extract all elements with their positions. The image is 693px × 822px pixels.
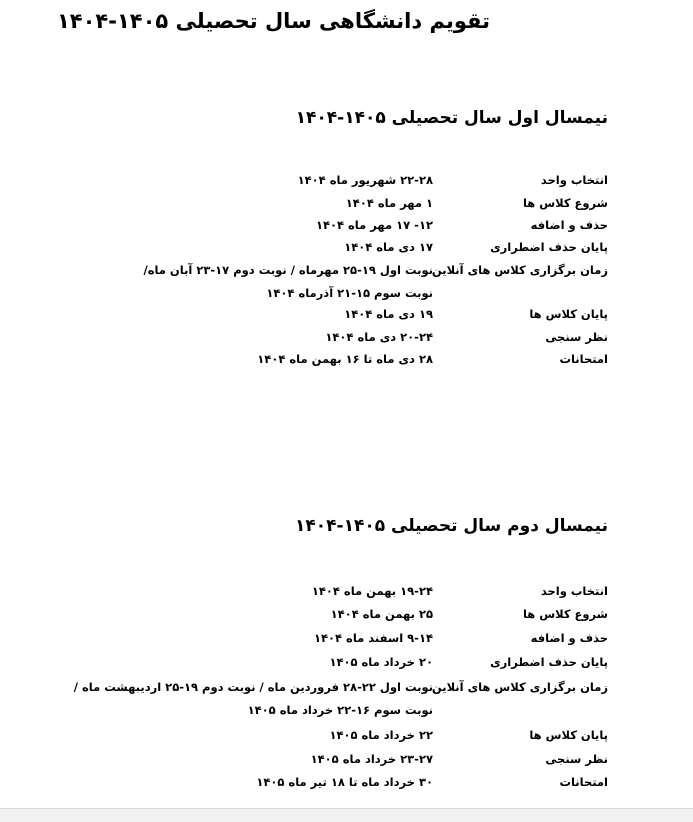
status-bar [0, 808, 693, 822]
row-value: ۳۰ خرداد ماه تا ۱۸ تیر ماه ۱۴۰۵ [256, 775, 433, 789]
semester1-row-classes-start [0, 192, 693, 214]
row-label: شروع کلاس ها [522, 607, 608, 621]
row-value: ۱۹ دی ماه ۱۴۰۴ [344, 307, 433, 321]
row-label: پایان کلاس ها [529, 307, 608, 321]
row-label: زمان برگزاری کلاس های آنلاین [431, 680, 608, 694]
row-value: ۹-۱۴ اسفند ماه ۱۴۰۴ [313, 631, 433, 645]
semester1-row-exams [0, 348, 693, 370]
row-label: انتخاب واحد [540, 584, 608, 598]
semester1-row-online-classes [0, 259, 693, 303]
row-value: ۲۰ خرداد ماه ۱۴۰۵ [329, 655, 433, 669]
row-value: ۲۸ دی ماه تا ۱۶ بهمن ماه ۱۴۰۴ [257, 352, 433, 366]
row-value: ۱۷ دی ماه ۱۴۰۴ [344, 240, 433, 254]
row-label: پایان کلاس ها [529, 728, 608, 742]
row-value-line2: نوبت سوم ۱۵-۲۱ آذرماه ۱۴۰۴ [266, 286, 433, 300]
row-value: ۱ مهر ماه ۱۴۰۴ [345, 196, 433, 210]
row-label: انتخاب واحد [540, 173, 608, 187]
row-value: ۲۲ خرداد ماه ۱۴۰۵ [329, 728, 433, 742]
row-label: نظر سنجی [545, 330, 608, 344]
row-label: پایان حذف اضطراری [490, 655, 608, 669]
semester1-row-survey [0, 326, 693, 348]
semester2-row-exams [0, 771, 693, 793]
row-label: حذف و اضافه [530, 631, 608, 645]
row-label: شروع کلاس ها [522, 196, 608, 210]
row-value: ۱۲- ۱۷ مهر ماه ۱۴۰۴ [315, 218, 433, 232]
row-label: زمان برگزاری کلاس های آنلاین [431, 263, 608, 277]
semester2-row-online-classes [0, 676, 693, 722]
semester1-row-classes-end [0, 303, 693, 325]
row-value: ۲۰-۲۴ دی ماه ۱۴۰۴ [325, 330, 433, 344]
row-value-line2: نوبت سوم ۱۶-۲۲ خرداد ماه ۱۴۰۵ [247, 703, 433, 717]
semester1-row-course-selection [0, 169, 693, 191]
row-label: حذف و اضافه [530, 218, 608, 232]
row-label: نظر سنجی [545, 752, 608, 766]
row-value: نوبت اول ۲۲-۲۸ فروردین ماه / نوبت دوم ۱۹-۲۵ اردیبهشت ماه / [73, 680, 433, 694]
row-value: ۲۵ بهمن ماه ۱۴۰۴ [330, 607, 433, 621]
row-label: امتحانات [559, 775, 608, 789]
row-label: امتحانات [559, 352, 608, 366]
row-label: پایان حذف اضطراری [490, 240, 608, 254]
semester2-row-classes-end [0, 724, 693, 746]
semester2-row-emergency-drop [0, 651, 693, 673]
row-value: ۲۳-۲۷ خرداد ماه ۱۴۰۵ [310, 752, 433, 766]
row-value: ۱۹-۲۴ بهمن ماه ۱۴۰۴ [311, 584, 433, 598]
semester2-row-classes-start [0, 603, 693, 625]
semester2-row-survey [0, 748, 693, 770]
semester2-row-course-selection [0, 580, 693, 602]
semester2-title: نیمسال دوم سال تحصیلی ۱۴۰۵-۱۴۰۴ [295, 516, 608, 536]
row-value: ۲۲-۲۸ شهریور ماه ۱۴۰۴ [297, 173, 433, 187]
row-value: نوبت اول ۱۹-۲۵ مهرماه / نوبت دوم ۱۷-۲۳ آبان ماه/ [143, 263, 433, 277]
semester2-row-add-drop [0, 627, 693, 649]
page-title: تقویم دانشگاهی سال تحصیلی ۱۴۰۵-۱۴۰۴ [56, 9, 490, 33]
semester1-title: نیمسال اول سال تحصیلی ۱۴۰۵-۱۴۰۴ [295, 108, 608, 128]
semester1-row-emergency-drop [0, 236, 693, 258]
semester1-row-add-drop [0, 214, 693, 236]
